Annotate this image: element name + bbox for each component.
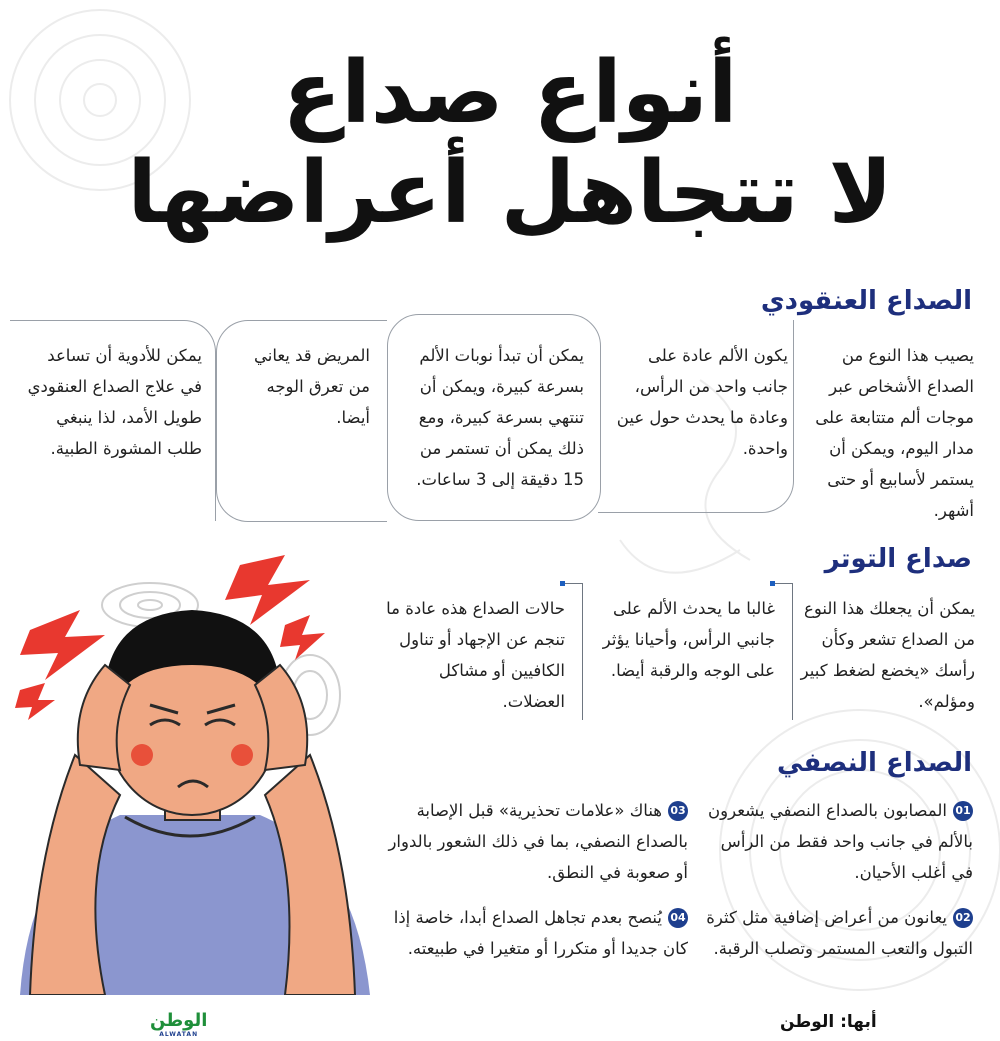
logo-text-en: ALWATAN <box>159 1031 199 1038</box>
cluster-text-1: يصيب هذا النوع من الصداع الأشخاص عبر موجات ألم متتابعة على مدار اليوم، ويمكن أن يستمر لأسابيع أو حتى أشهر. <box>815 346 974 520</box>
migraine-item-1-text: المصابون بالصداع النصفي يشعرون بالألم في جانب واحد فقط من الرأس في أغلب الأحيان. <box>708 801 973 882</box>
tension-text-3: حالات الصداع هذه عادة ما تنجم عن الإجهاد أو تناول الكافيين أو مشاكل العضلات. <box>386 599 565 711</box>
tension-marker-2 <box>560 581 565 586</box>
migraine-heading: الصداع النصفي <box>777 748 972 778</box>
logo-text-ar: الوطن <box>150 1010 208 1031</box>
cluster-heading: الصداع العنقودي <box>760 286 972 316</box>
migraine-item-3-text: هناك «علامات تحذيرية» قبل الإصابة بالصداع النصفي، بما في ذلك الشعور بالدوار أو صعوبة في النطق. <box>388 801 688 882</box>
cluster-text-2: يكون الألم عادة على جانب واحد من الرأس، وعادة ما يحدث حول عين واحدة. <box>616 346 788 458</box>
cluster-text-3: يمكن أن تبدأ نوبات الألم بسرعة كبيرة، ويمكن أن تنتهي بسرعة كبيرة، ومع ذلك يمكن أن تستمر من 15 دقيقة إلى 3 ساعات. <box>416 346 584 489</box>
migraine-item-1 <box>705 795 973 888</box>
tension-divider-1 <box>792 583 793 720</box>
tension-divider-2 <box>582 583 583 720</box>
badge-02: 02 <box>953 908 973 928</box>
tension-text-2: غالبا ما يحدث الألم على جانبي الرأس، وأحيانا يؤثر على الوجه والرقبة أيضا. <box>602 599 775 680</box>
badge-01: 01 <box>953 801 973 821</box>
source-credit: أبها: الوطن <box>780 1012 877 1032</box>
tension-marker-1 <box>770 581 775 586</box>
tension-tick-1 <box>775 583 792 584</box>
tension-text-1: يمكن أن يجعلك هذا النوع من الصداع تشعر وكأن رأسك «يخضع لضغط كبير ومؤلم». <box>800 599 975 711</box>
cluster-text-4: المريض قد يعاني من تعرق الوجه أيضا. <box>253 346 370 427</box>
cluster-text-5: يمكن للأدوية أن تساعد في علاج الصداع العنقودي طويل الأمد، لذا ينبغي طلب المشورة الطبية. <box>27 346 202 458</box>
migraine-item-3 <box>388 795 688 888</box>
title-line-1: أنواع صداع <box>282 43 738 143</box>
badge-04: 04 <box>668 908 688 928</box>
migraine-item-2-text: يعانون من أعراض إضافية مثل كثرة التبول والتعب المستمر وتصلب الرقبة. <box>706 908 973 958</box>
tension-tick-2 <box>565 583 582 584</box>
migraine-item-4-text: يُنصح بعدم تجاهل الصداع أبدا، خاصة إذا كان جديدا أو متكررا أو متغيرا في طبيعته. <box>393 908 688 958</box>
alwatan-logo <box>150 1010 207 1038</box>
migraine-item-4 <box>388 902 688 964</box>
badge-03: 03 <box>668 801 688 821</box>
headache-illustration <box>10 555 380 995</box>
migraine-item-2 <box>705 902 973 964</box>
title-line-2: لا تتجاهل أعراضها <box>127 143 893 243</box>
tension-heading: صداع التوتر <box>824 544 972 574</box>
